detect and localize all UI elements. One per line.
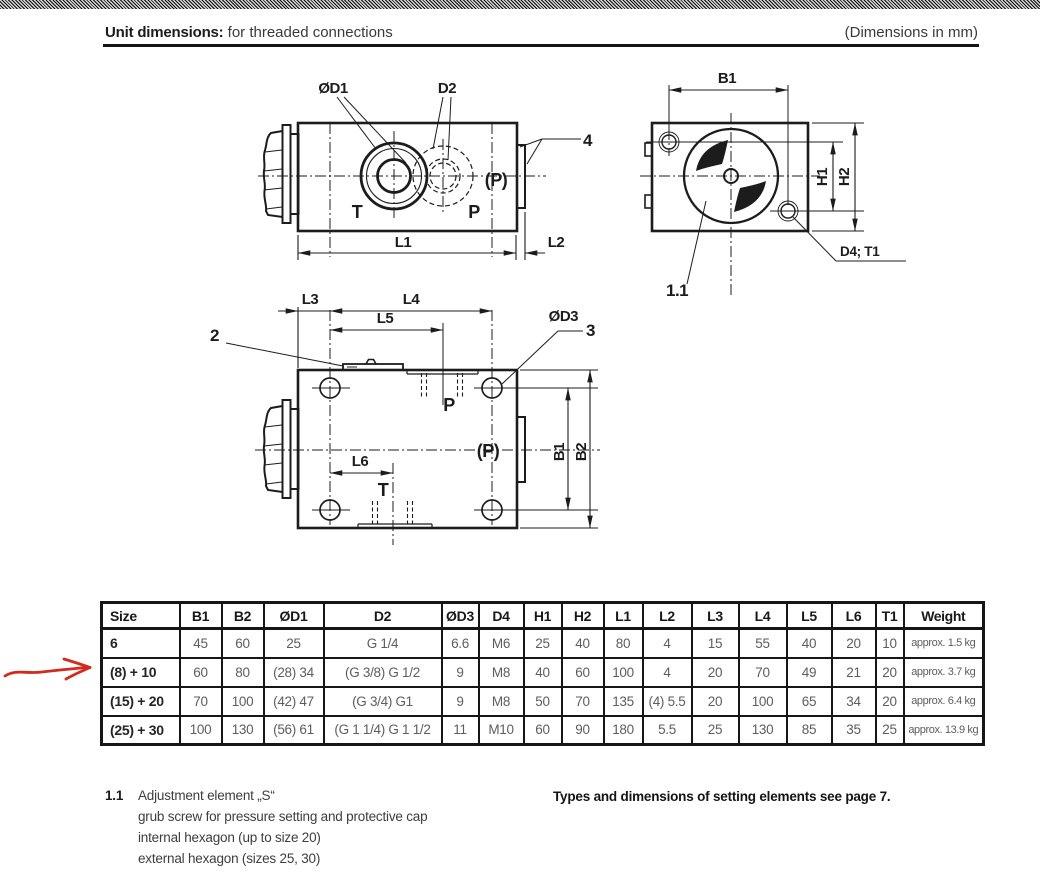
- table-row: [102, 687, 984, 716]
- table-cell: 4: [643, 658, 692, 687]
- table-row: [102, 658, 984, 687]
- footnote-line: internal hexagon (up to size 20): [138, 830, 321, 845]
- dim-label-l3: L3: [301, 291, 319, 308]
- table-cell: 90: [562, 716, 604, 745]
- table-cell: (25) + 30: [102, 716, 180, 745]
- table-cell: 40: [787, 629, 832, 658]
- callout-2: 2: [210, 326, 219, 345]
- p-port-hidden: [422, 373, 463, 397]
- dim-label-l2: L2: [547, 234, 565, 251]
- front-view: [258, 97, 581, 260]
- table-row: [102, 629, 984, 658]
- table-cell: (28) 34: [264, 658, 324, 687]
- table-cell: approx. 13.9 kg: [904, 716, 984, 745]
- page-title-rest: for threaded connections: [223, 24, 393, 41]
- table-cell: 34: [832, 687, 876, 716]
- table-cell: 55: [739, 629, 787, 658]
- column-header: B1: [180, 603, 222, 629]
- table-cell: 70: [562, 687, 604, 716]
- table-cell: 45: [180, 629, 222, 658]
- top-view: [226, 307, 600, 545]
- table-cell: 20: [692, 687, 739, 716]
- mounting-hole: [320, 378, 502, 520]
- dim-label-b1-top: B1: [551, 442, 568, 462]
- side-view: [640, 85, 906, 298]
- table-cell: 180: [604, 716, 643, 745]
- table-cell: G 1/4: [324, 629, 442, 658]
- table-cell: 65: [787, 687, 832, 716]
- table-cell: 4: [643, 629, 692, 658]
- side-view-labels: [666, 70, 880, 300]
- table-cell: 20: [876, 687, 904, 716]
- dimensions-table: [100, 601, 985, 746]
- column-header: L6: [832, 603, 876, 629]
- table-cell: 50: [524, 687, 562, 716]
- dim-label-b2-top: B2: [573, 442, 590, 462]
- table-cell: 21: [832, 658, 876, 687]
- table-cell: 5.5: [643, 716, 692, 745]
- table-cell: (42) 47: [264, 687, 324, 716]
- table-cell: 60: [524, 716, 562, 745]
- table-row: [102, 716, 984, 745]
- column-header: T1: [876, 603, 904, 629]
- table-cell: 130: [739, 716, 787, 745]
- port-label-p-top: P: [443, 395, 455, 415]
- table-cell: M6: [479, 629, 524, 658]
- table-cell: 130: [222, 716, 264, 745]
- dimensions-table-body: [102, 629, 984, 745]
- port-label-p: P: [468, 202, 480, 222]
- dim-label-od1: ØD1: [318, 80, 348, 97]
- table-cell: 35: [832, 716, 876, 745]
- table-cell: 80: [604, 629, 643, 658]
- table-cell: M10: [479, 716, 524, 745]
- setting-elements-note: Types and dimensions of setting elements see page 7.: [553, 789, 891, 804]
- port-label-t: T: [351, 202, 363, 222]
- column-header: L4: [739, 603, 787, 629]
- table-cell: 60: [222, 629, 264, 658]
- table-cell: 10: [876, 629, 904, 658]
- port-label-p-paren-top: (P): [476, 441, 500, 461]
- column-header: Weight: [904, 603, 984, 629]
- dim-label-l1: L1: [394, 234, 412, 251]
- dim-label-d2: D2: [437, 80, 457, 97]
- column-header: L3: [692, 603, 739, 629]
- column-header: L2: [643, 603, 692, 629]
- dim-label-b1-side: B1: [717, 70, 737, 87]
- table-cell: 20: [876, 658, 904, 687]
- column-header: Size: [102, 603, 180, 629]
- table-cell: 9: [442, 687, 479, 716]
- table-cell: (15) + 20: [102, 687, 180, 716]
- dim-label-h2: H2: [836, 167, 853, 187]
- port-label-p-paren: (P): [484, 170, 508, 190]
- table-cell: approx. 1.5 kg: [904, 629, 984, 658]
- front-view-labels: [318, 80, 593, 251]
- table-cell: 70: [180, 687, 222, 716]
- table-cell: (56) 61: [264, 716, 324, 745]
- table-cell: 11: [442, 716, 479, 745]
- column-header: H2: [562, 603, 604, 629]
- technical-drawing: [0, 55, 1040, 595]
- table-cell: 100: [180, 716, 222, 745]
- table-cell: 70: [739, 658, 787, 687]
- adjustment-knob-front: [264, 125, 299, 223]
- table-cell: (G 1 1/4) G 1 1/2: [324, 716, 442, 745]
- knob-grip-fin: [696, 140, 728, 171]
- scan-edge-texture: [0, 0, 1040, 9]
- table-cell: 80: [222, 658, 264, 687]
- dim-label-h1: H1: [814, 167, 831, 187]
- page-title: [105, 24, 393, 41]
- column-header: L5: [787, 603, 832, 629]
- table-cell: 20: [692, 658, 739, 687]
- table-cell: 60: [562, 658, 604, 687]
- table-cell: 6: [102, 629, 180, 658]
- table-cell: 40: [524, 658, 562, 687]
- table-cell: 60: [180, 658, 222, 687]
- footnote-line: grub screw for pressure setting and protective cap: [138, 809, 428, 824]
- table-cell: M8: [479, 658, 524, 687]
- dim-label-l6: L6: [351, 453, 369, 470]
- annotation-arrow-red: [2, 656, 102, 688]
- dim-label-d4-t1: D4; T1: [840, 244, 880, 259]
- table-cell: (G 3/4) G1: [324, 687, 442, 716]
- table-cell: 25: [524, 629, 562, 658]
- column-header: B2: [222, 603, 264, 629]
- table-cell: 100: [739, 687, 787, 716]
- callout-3: 3: [586, 321, 595, 340]
- dim-label-l5: L5: [376, 310, 394, 327]
- nameplate: [343, 360, 403, 371]
- dim-label-od3: ØD3: [548, 308, 578, 325]
- table-cell: 40: [562, 629, 604, 658]
- column-header: D4: [479, 603, 524, 629]
- table-cell: 85: [787, 716, 832, 745]
- header-rule: [103, 44, 979, 47]
- table-cell: approx. 6.4 kg: [904, 687, 984, 716]
- table-cell: 6.6: [442, 629, 479, 658]
- column-header: H1: [524, 603, 562, 629]
- table-header: [102, 603, 984, 629]
- knob-grip-fin: [734, 181, 766, 212]
- table-cell: (4) 5.5: [643, 687, 692, 716]
- table-cell: 20: [832, 629, 876, 658]
- table-cell: 25: [264, 629, 324, 658]
- table-cell: (G 3/8) G 1/2: [324, 658, 442, 687]
- table-cell: M8: [479, 687, 524, 716]
- table-cell: approx. 3.7 kg: [904, 658, 984, 687]
- table-cell: 15: [692, 629, 739, 658]
- table-cell: 100: [604, 658, 643, 687]
- table-cell: (8) + 10: [102, 658, 180, 687]
- callout-4: 4: [583, 131, 592, 150]
- footnote-ref: 1.1: [105, 788, 124, 803]
- footnote-line: external hexagon (sizes 25, 30): [138, 851, 321, 866]
- callout-1-1: 1.1: [666, 281, 689, 300]
- table-cell: 25: [876, 716, 904, 745]
- page-title-bold: Unit dimensions:: [105, 24, 224, 41]
- adjustment-knob-top: [264, 400, 299, 498]
- table-cell: 100: [222, 687, 264, 716]
- dimensions-unit-note: (Dimensions in mm): [844, 24, 978, 41]
- column-header: ØD3: [442, 603, 479, 629]
- table-cell: 9: [442, 658, 479, 687]
- port-label-t-top: T: [377, 480, 389, 500]
- table-cell: 25: [692, 716, 739, 745]
- column-header: ØD1: [264, 603, 324, 629]
- column-header: L1: [604, 603, 643, 629]
- column-header: D2: [324, 603, 442, 629]
- table-cell: 49: [787, 658, 832, 687]
- footnote-line: Adjustment element „S“: [138, 788, 275, 803]
- table-cell: 135: [604, 687, 643, 716]
- dim-label-l4: L4: [402, 291, 420, 308]
- top-view-labels: [210, 291, 595, 500]
